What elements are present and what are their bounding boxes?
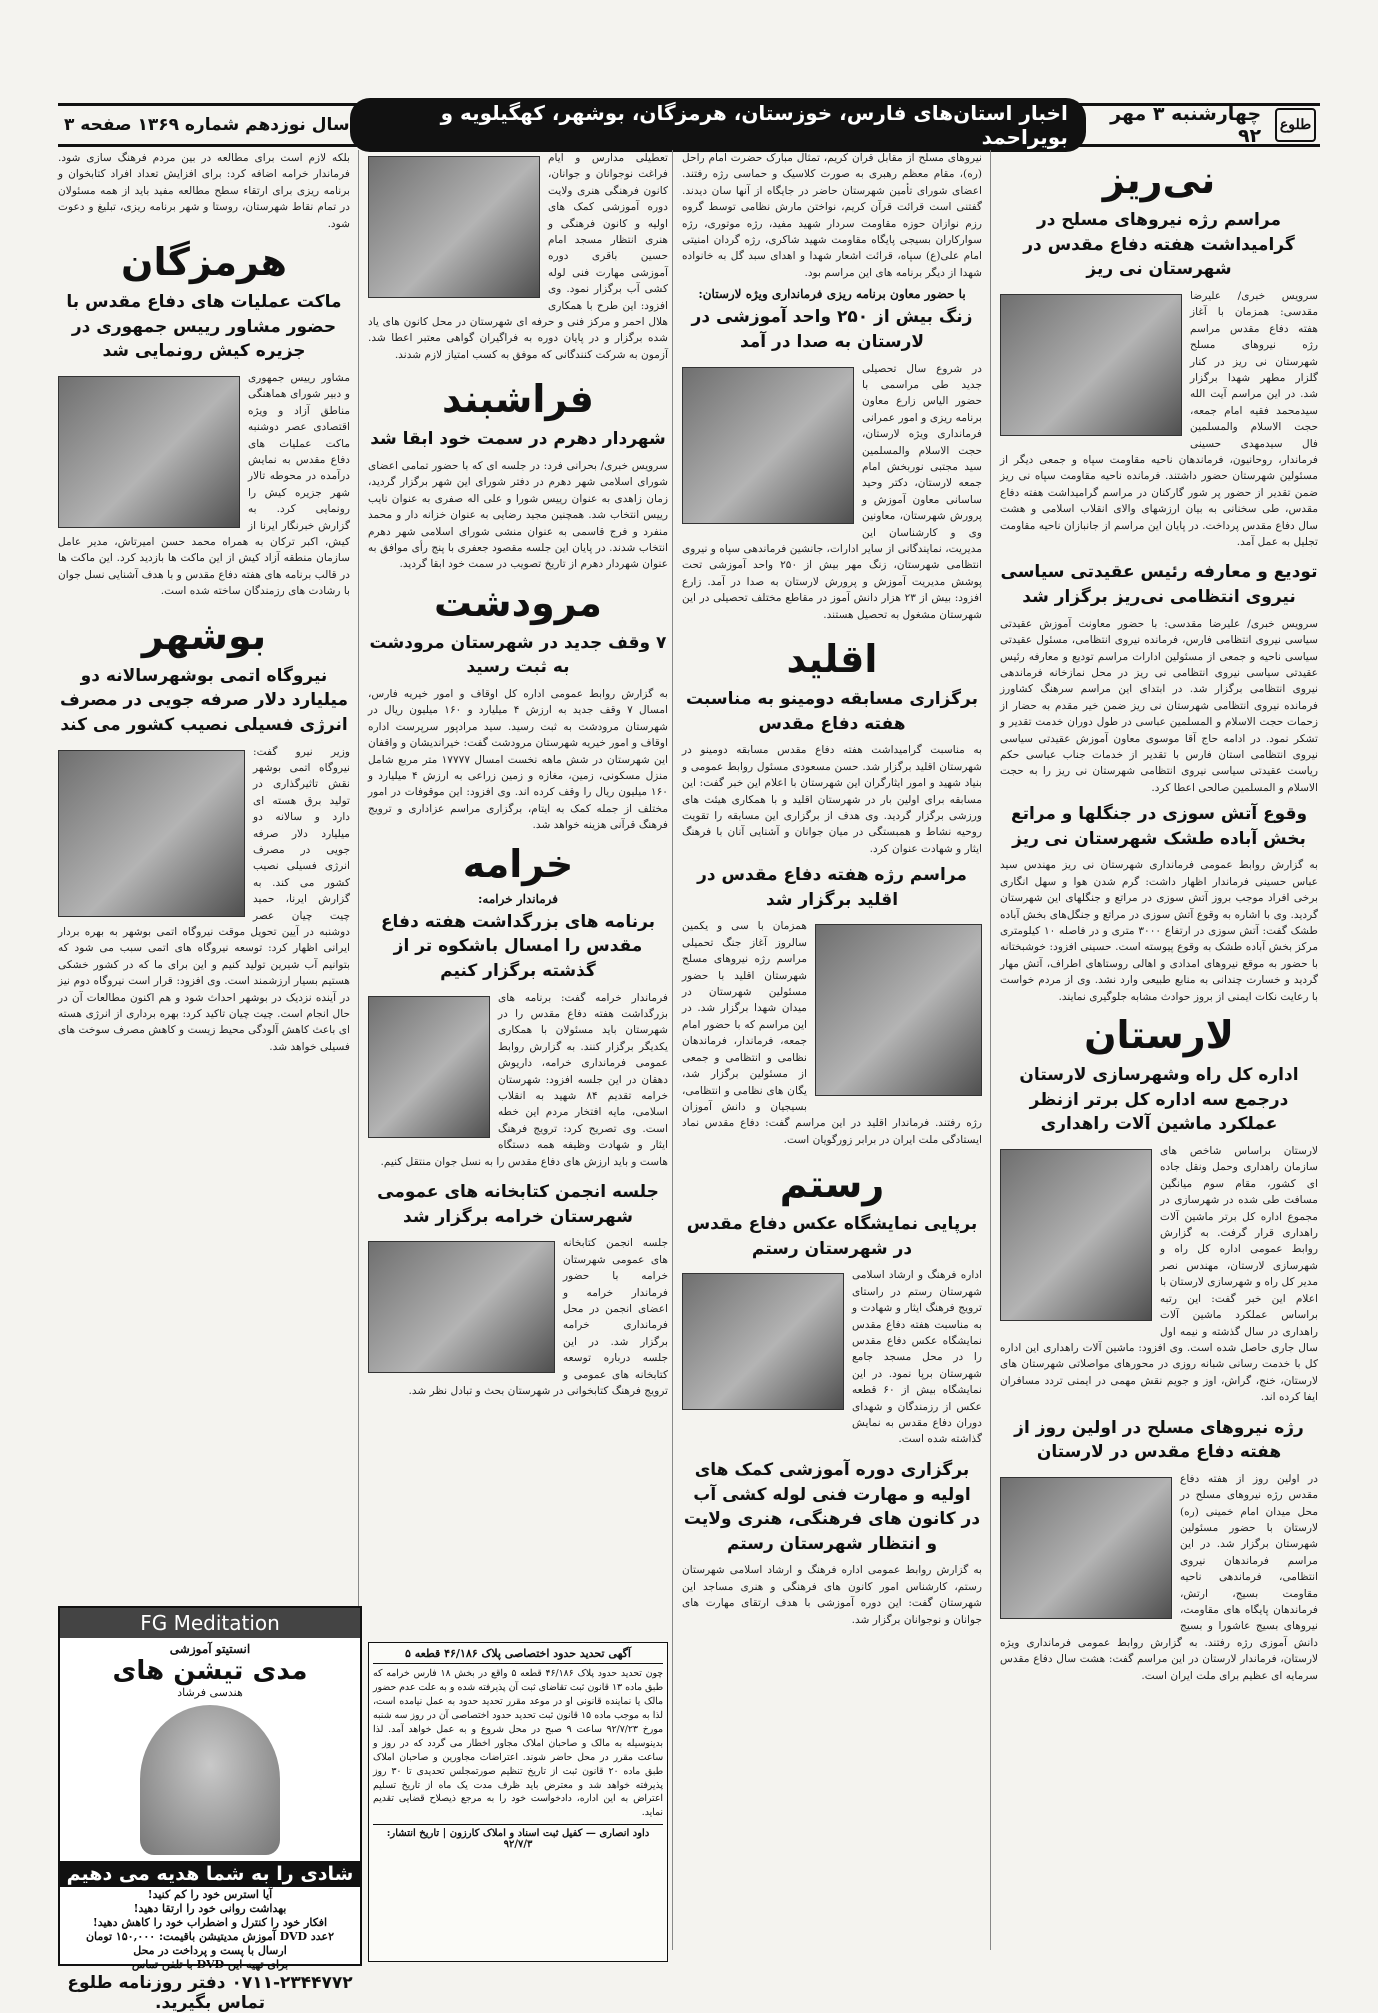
- section-title-larestan: لارستان: [1084, 1013, 1234, 1058]
- column-divider: [672, 150, 673, 1950]
- article-headline: رژه نیروهای مسلح در اولین روز از هفته دفاع مقدس در لارستان: [1014, 1417, 1304, 1463]
- article-headline: تودیع و معارفه رئیس عقیدتی سیاسی نیروی انتظامی نی‌ریز برگزار شد: [1000, 562, 1318, 608]
- article-body: بلکه لازم است برای مطالعه در بین مردم فرهنگ سازی شود. فرماندار خرامه اضافه کرد: برای افزایش تعداد افراد کتابخوان و برنامه ریزی برای ارتقاء سطح مطالعه مفید باید از همه مسئولان در تمام نقاط شهرستان، روستا و شهر برنامه ریزی، تبلیغ و دعوت شود.: [58, 152, 350, 230]
- article-body: اداره فرهنگ و ارشاد اسلامی شهرستان رستم در راستای ترویج فرهنگ ایثار و شهادت و به مناسبت هفته دفاع مقدس نمایشگاه عکس دفاع مقدس را در محل مسجد جامع شهرستان برپا نمود. در این نمایشگاه بیش از ۶۰ قطعه عکس از رزمندگان و شهدای دوران دفاع مقدس به نمایش گذاشته شده است.: [852, 1269, 982, 1446]
- ad-line: ارسال با پست و پرداخت در محل: [133, 1944, 287, 1957]
- article-kicker: فرماندار خرامه:: [477, 891, 559, 906]
- parade-photo: [1000, 1477, 1172, 1619]
- article-headline: زنگ بیش از ۲۵۰ واحد آموزشی در لارستان به صدا در آمد: [691, 307, 973, 352]
- meditation-advertisement: [58, 1606, 362, 2013]
- article-body: مشاور رییس جمهوری و دبیر شورای هماهنگی مناطق آزاد و ویژه اقتصادی عصر دوشنبه ماکت عملیات های دفاع مقدس به نمایش درآمده در محوطه تالار شهر جزیره کیش را رونمایی کرد. به گزارش خبرنگار ایرنا از کیش، اکبر ترکان به همراه محمد حسن امیرتاش، مدیر عامل سازمان منطقه آزاد کیش از این ماکت ها بازدید کرد. این ماکت ها در قالب برنامه های هفته دفاع مقدس و با هدف آشنایی نسل جوان با رشادت های رزمندگان ساخته شده است.: [58, 371, 350, 598]
- section-title-hormozgan: هرمزگان: [121, 240, 287, 285]
- article-headline: برگزاری دوره آموزشی کمک های اولیه و مهارت فنی لوله کشی آب در کانون های فرهنگی، هنری ولایت و انتظار شهرستان رستم: [683, 1459, 981, 1554]
- section-banner: اخبار استان‌های فارس، خوزستان، هرمزگان، بوشهر، کهگیلویه و بویراحمد: [350, 98, 1086, 152]
- notice-body: چون تحدید حدود پلاک ۴۶/۱۸۶ قطعه ۵ واقع در بخش ۱۸ فارس خرامه که طبق ماده ۱۳ قانون ثبت تقاضای ثبت آن پذیرفته شده و به علت عدم حضور مالک یا نماینده قانونی او در موعد مقرر تحدید حدود به عمل نیامده است، لذا به موجب ماده ۱۵ قانون ثبت تحدید حدود اختصاصی آن در روز سه شنبه مورخ ۹۲/۷/۲۳ ساعت ۹ صبح در محل شروع و به عمل خواهد آمد. لذا بدینوسیله به مالک و صاحبان املاک مجاور اخطار می گردد که در روز و ساعت مقرر در محل حاضر شوند. اعتراضات مجاورین و صاحبان املاک طبق ماده ۲۰ قانون ثبت از تاریخ تنظیم صورتمجلس تحدیدی تا ۳۰ روز پذیرفته خواهد شد و معترض باید ظرف مدت یک ماه از تاریخ تسلیم اعتراض به این اداره، دادخواست خود را به مرجع ذیصلاح قضایی تقدیم نماید.: [373, 1668, 663, 1819]
- notice-title: آگهی تحدید حدود اختصاصی پلاک ۴۶/۱۸۶ قطعه ۵: [373, 1647, 663, 1664]
- header-right: [1086, 103, 1320, 147]
- article-body: سرویس خبری/ بحرانی فرد: در جلسه ای که با حضور تمامی اعضای شورای اسلامی شهر دهرم در دفتر شورای این شهر برگزار گردید، زمان زاهدی به عنوان رییس شورا و علی اله صفری به عنوان نایب رییس انتخاب شد. همچنین مجید رضایی به عنوان خزانه دار و محمد منفرد و فرج قاسمی به عنوان منشی شورای اسلامی شهر دهرم انتخاب شدند. در پایان این جلسه مقصود جعفری با پنج رأی موافق به عنوان شهردار دهرم از تاریخ تصویب در سمت خود ابقا گردید.: [368, 459, 668, 571]
- notice-signature: داود انصاری — کفیل ثبت اسناد و املاک کارزون | تاریخ انتشار: ۹۲/۷/۳: [373, 1824, 663, 1850]
- article-body: لارستان براساس شاخص های سازمان راهداری وحمل ونقل جاده ای کشور، مقام سوم میانگین مسافت طی شده در شهرسازی در مجموع اداره کل برتر ماشین آلات راهداری قرار گرفت. به گزارش روابط عمومی اداره کل راه و شهرسازی لارستان، مهندس نصر مدیر کل راه و شهرسازی لارستان با اعلام این خبر گفت: این رتبه براساس عملکرد ماشین آلات راهداری در سال گذشته و نیمه اول سال جاری حاصل شده است. وی افزود: ماشین آلات راهداری این اداره کل با خدمت رسانی شبانه روزی در محورهای مواصلاتی شهرستان های لارستان، خنج، گراش، اوز و جویم نقش مهمی در ایمنی تردد مسافران ایفا کرده اند.: [1000, 1145, 1318, 1404]
- article-body: به مناسبت گرامیداشت هفته دفاع مقدس مسابقه دومینو در شهرستان اقلید برگزار شد. حسن مسعودی مسئول روابط عمومی و بنیاد شهید و امور ایثارگران این شهرستان با اعلام این خبر گفت: این مسابقه برای اولین بار در شهرستان اقلید و با همکاری هیئت های ورزشی برگزار گردید. وی هدف از برگزاری این مسابقه را تقویت روحیه نشاط و همبستگی در میان جوانان و آشنایی آنان با فرهنگ ایثار و شهادت عنوان کرد.: [682, 744, 982, 855]
- parade-photo: [815, 924, 982, 1096]
- ad-subtitle: انستیتو آموزشی: [169, 1642, 251, 1656]
- article-body: در اولین روز از هفته دفاع مقدس رژه نیروهای مسلح در محل میدان امام خمینی (ره) لارستان با حضور مسئولین شهرستان برگزار شد. در این مراسم فرماندهان نیروی انتظامی، فرماندهی ناحیه مقاومت بسیج، ارتش، فرماندهان پایگاه های مقاومت، نیروهای بسیج عاشورا و بسیج دانش آموزی رژه رفتند. به گزارش روابط عمومی فرمانداری ویژه لارستان، فرماندار لارستان در این مراسم گفت: هشت سال دفاع مقدس سرمایه ای عظیم برای ملت ایران است.: [1000, 1472, 1318, 1682]
- legal-notice: [368, 1642, 668, 1962]
- meditation-figure-image: [140, 1705, 280, 1855]
- column-3: [368, 150, 668, 1630]
- ad-line: ۲عدد DVD آموزش مدیتیشن باقیمت: ۱۵۰,۰۰۰ تومان: [85, 1930, 335, 1943]
- column-divider: [990, 150, 991, 1950]
- article-headline: مراسم رژه هفته دفاع مقدس در اقلید برگزار شد: [697, 865, 967, 910]
- minister-speech-photo: [58, 750, 245, 917]
- section-title-rostam: رستم: [779, 1162, 885, 1207]
- article-body: همزمان با سی و یکمین سالروز آغاز جنگ تحمیلی مراسم رژه نیروهای مسلح شهرستان اقلید با حضور مسئولین شهرستان در میدان شهدا برگزار شد. در این مراسم که با حضور امام جمعه، فرماندار، فرماندهان نظامی و انتظامی و جمعی از مسئولین برگزار شد، یگان های نظامی و انتظامی، بسیجیان و دانش آموزان رژه رفتند. فرماندار اقلید در این مراسم گفت: دفاع مقدس نماد ایستادگی ملت ایران در برابر زورگویان است.: [682, 920, 982, 1146]
- article-body: نیروهای مسلح از مقابل قرآن کریم، تمثال مبارک حضرت امام راحل (ره)، مقام معظم رهبری به صورت کلاسیک و حماسی رژه رفتند. اعضای شورای تأمین شهرستان حاضر در جایگاه از آنها سان دیدند. گفتنی است قرائت قرآن کریم، نواختن مارش نظامی توسط گروه رزم نوازان حوزه مقاومت سردار شهید مفید، رژه موتوری، رژه سوارکاران بسیجی پایگاه مقاومت شهید شاکری، رژه گردان امنیتی امام علی(ع) سپاه، قرائت اشعار شهدا و اهدای سبد گل به خانواده شهدا از دیگر برنامه های این مراسم بود.: [682, 152, 982, 279]
- column-1: [1000, 150, 1318, 1960]
- article-headline: ماکت عملیات های دفاع مقدس با حضور مشاور رییس جمهوری در جزیره کیش رونمایی شد: [66, 292, 342, 362]
- kish-event-photo: [58, 376, 240, 528]
- article-kicker: با حضور معاون برنامه ریزی فرمانداری ویژه لارستان:: [698, 287, 966, 302]
- article-body: فرماندار خرامه گفت: برنامه های بزرگداشت هفته دفاع مقدس را در شهرستان باید مسئولان با همکاری یکدیگر برگزار کنند. به گزارش روابط عمومی فرمانداری خرامه، داریوش دهقان در این جلسه افزود: شهرستان خرامه تقدیم ۸۴ شهید به انقلاب اسلامی، مایه افتخار مردم این خطه است. وی تصریح کرد: ترویج فرهنگ ایثار و شهادت وظیفه همه دستگاه هاست و باید ارزش های دفاع مقدس را به نسل جوان منتقل کنیم.: [380, 991, 669, 1168]
- page-header: [58, 103, 1320, 147]
- ad-line: آیا استرس خود را کم کنید!: [147, 1888, 273, 1901]
- article-headline: برپایی نمایشگاه عکس دفاع مقدس در شهرستان رستم: [686, 1214, 978, 1259]
- article-headline: ۷ وقف جدید در شهرستان مرودشت به ثبت رسید: [369, 632, 667, 678]
- article-body: به گزارش روابط عمومی اداره کل اوقاف و امور خیریه فارس، امسال ۷ وقف جدید به ارزش ۴ میلیارد و ۱۶۰ میلیون ریال در شهرستان مرودشت به ثبت رسید. سید مرادپور سرپرست اداره اوقاف و امور خیریه شهرستان مرودشت گفت: خیراندیشان و واقفان این شهرستان در شش ماهه نخست امسال ۱۷۷۷۷ متر مربع شامل منزل مسکونی، زمین، مغازه و زمین زراعی به ارزش ۴ میلیارد و ۱۶۰ میلیون ریال را وقف کرده اند. وی افزود: این موقوفات در امور مختلف از جمله کمک به ایتام، برگزاری مراسم عزاداری و ترویج فرهنگ قرآنی هزینه خواهد شد.: [368, 688, 668, 832]
- ad-phone: ۰۷۱۱-۲۳۴۴۷۷۲ دفتر روزنامه طلوع تماس بگیرید.: [67, 1973, 353, 2013]
- column-2: [682, 150, 982, 1960]
- issue-info: سال نوزدهم شماره ۱۳۶۹ صفحه ۳: [64, 115, 350, 135]
- article-body: سرویس خبری/ علیرضا مقدسی: با حضور معاونت آموزش عقیدتی سیاسی نیروی انتظامی فارس، فرمانده نیروی انتظامی، مسئول عقیدتی سیاسی ناحیه و جمعی از مسئولین ادارات مراسم تودیع و معارفه رئیس عقیدتی سیاسی نیروی انتظامی نی ریز در محل نمازخانه فرماندهی نیروی انتظامی برگزار شد. در ابتدای این مراسم سرهنگ کشاورز فرمانده نیروی انتظامی شهرستان نی ریز ضمن خیر مقدم به حضار از زحمات حجت الاسلام و المسلمین عباسی در طول دوران خدمت تقدیر و تشکر نمود. در ادامه حاج آقا موسوی معاون آموزش عقیدتی سیاسی نیروی انتظامی استان فارس با تقدیر از خدمات جناب عباسی حکم ریاست عقیدتی سیاسی نیروی انتظامی شهرستان نی ریز را به حجت الاسلام و المسلمین صالحی اعطا کرد.: [1000, 617, 1318, 794]
- article-headline: نیروگاه اتمی بوشهرسالانه دو میلیارد دلار صرفه جویی در مصرف انرژی فسیلی نصیب کشور می کند: [59, 665, 349, 735]
- article-headline: شهردار دهرم در سمت خود ابقا شد: [370, 429, 666, 450]
- section-title-neyriz: نی‌ریز: [1102, 158, 1216, 202]
- ad-slogan: شادی را به شما هدیه می دهیم: [60, 1861, 360, 1887]
- issue-date: چهارشنبه ۳ مهر ۹۲: [1110, 103, 1262, 147]
- parade-photo: [1000, 294, 1182, 436]
- section-title-marvdasht: مرودشت: [434, 580, 602, 625]
- article-headline: جلسه انجمن کتابخانه های عمومی شهرستان خرامه برگزار شد: [377, 1182, 659, 1227]
- article-body: سرویس خبری/ علیرضا مقدسی: همزمان با آغاز هفته دفاع مقدس مراسم رژه نیروهای مسلح شهرستان نی ریز در کنار گلزار مطهر شهدا برگزار شد. در این مراسم آیت الله سیدمحمد فقیه امام جمعه، حجت الاسلام والمسلمین فال سیدمهدی حسینی فرماندار، روحانیون، فرماندهان ناحیه مقاومت سپاه و جمعی دیگر از مسئولین شهرستان حضور داشتند. فرمانده ناحیه مقاومت سپاه نی ریز ضمن تقدیر از حضور پر شور گارکنان در مراسم گرامیداشت هفته دفاع مقدس، طی سخنانی به بیان ارزشهای والای انقلاب اسلامی و هشت سال دفاع مقدس پرداخت. در پایان این مراسم از جانبازان ناحیه مقاومت تجلیل به عمل آمد.: [1000, 289, 1318, 549]
- ad-line: برای تهیه این DVD با تلفن تماس: [131, 1958, 289, 1971]
- ad-line: افکار خود را کنترل و اضطراب خود را کاهش دهید!: [92, 1916, 328, 1929]
- column-4: [58, 150, 350, 1590]
- article-body: جلسه انجمن کتابخانه های عمومی شهرستان خرامه با حضور فرماندار خرامه و اعضای انجمن در محل فرمانداری خرامه برگزار شد. در این جلسه درباره توسعه کتابخانه های عمومی و ترویج فرهنگ کتابخوانی در شهرستان بحث و تبادل نظر شد.: [408, 1237, 668, 1398]
- article-headline: مراسم رژه نیروهای مسلح در گرامیداشت هفته دفاع مقدس در شهرستان نی ریز: [1023, 210, 1295, 280]
- ad-title: مدی تیشن های: [112, 1656, 308, 1686]
- section-title-bushehr: بوشهر: [141, 613, 267, 658]
- article-body: در شروع سال تحصیلی جدید طی مراسمی با حضور الیاس زارع معاون برنامه ریزی و امور عمرانی فرمانداری ویژه لارستان، حجت الاسلام والمسلمین سید مجتبی نوربخش امام جمعه لارستان، دکتر وحید ساسانی معاون آموزش و پرورش شهرستان، معاونین وی و کارشناسان این مدیریت، نمایندگانی از سایر ادارات، جانشین فرماندهی سپاه و نیروی انتظامی شهرستان، زنگ مهر بیش از ۲۵۰ واحد آموزشی تحت پوشش مدیریت آموزش و پرورش لارستان به صدا در آمد. زارع افزود: بیش از ۲۳ هزار دانش آموز در مقاطع مختلف تحصیلی در این شهرستان مشغول به تحصیل هستند.: [682, 362, 982, 621]
- article-body: تعطیلی مدارس و ایام فراغت نوجوانان و جوانان، کانون فرهنگی هنری ولایت دوره آموزشی کمک های اولیه و کانون فرهنگی و هنری انتظار مسجد امام حسین باقری دوره آموزشی مهارت فنی لوله کشی آب برگزار نمود. وی افزود: این طرح با همکاری هلال احمر و مرکز فنی و حرفه ای شهرستان در محل کانون های یاد شده برگزار و در پایان دوره به فراگیران گواهی معتبر اعطا شد. آزمون به شرکت کنندگانی که موفق به کسب امتیاز لازم شدند.: [368, 152, 668, 361]
- article-headline: وقوع آتش سوزی در جنگلها و مراتع بخش آباده طشک شهرستان نی ریز: [1010, 804, 1308, 849]
- classroom-photo: [368, 156, 540, 298]
- section-title-farashband: فراشبند: [442, 377, 594, 422]
- newspaper-logo: طلوع: [1275, 108, 1316, 142]
- article-headline: اداره کل راه وشهرسازی لارستان درجمع سه اداره کل برتر ازنظر عملکرد ماشین آلات راهداری: [1019, 1065, 1299, 1135]
- article-body: به گزارش روابط عمومی اداره فرهنگ و ارشاد اسلامی شهرستان رستم، کارشناس امور کانون های فرهنگی و هنری مساجد این شهرستان گفت: این دوره آموزشی با هدف ارتقای مهارت های جوانان و نوجوانان برگزار شد.: [682, 1564, 982, 1626]
- article-headline: برگزاری مسابقه دومینو به مناسبت هفته دفاع مقدس: [686, 689, 978, 734]
- meeting-photo: [368, 1241, 555, 1373]
- article-body: به گزارش روابط عمومی فرمانداری شهرستان نی ریز مهندس سید عباس حسینی فرماندار اظهار داشت: گرم شدن هوا و سهل انگاری برخی افراد موجب بروز آتش سوزی در مراتع و جنگلهای این شهرستان گردید. وی با اشاره به وقوع آتش سوزی در مراتع و جنگل‌های بخش آباده طشک گفت: آتش سوزی در ارتفاع ۳۰۰۰ متری و در فاصله ۱۰ کیلومتری مرکز بخش آباده طشک به وقوع پیوسته است. حسینی افزود: خوشبختانه با حضور به موقع نیروهای امدادی و اهالی روستاهای اطراف، آتش مهار گردید و خسارت چندانی به منابع طبیعی وارد نشد. وی از مردم خواست با رعایت نکات ایمنی از بروز حوادث مشابه جلوگیری نمایند.: [1000, 859, 1318, 1003]
- article-headline: برنامه های بزرگداشت هفته دفاع مقدس را امسال باشکوه تر از گذشته برگزار کنیم: [380, 911, 656, 981]
- section-title-kharameh: خرامه: [462, 841, 574, 886]
- ad-line: بهداشت روانی خود را ارتقا دهید!: [133, 1902, 287, 1915]
- governor-portrait-photo: [368, 996, 490, 1138]
- ad-teacher: هندسی فرشاد: [177, 1686, 243, 1699]
- ad-brand: FG Meditation: [60, 1608, 360, 1638]
- section-title-eqlid: اقلید: [786, 637, 878, 682]
- ceremony-photo: [682, 367, 854, 524]
- article-body: وزیر نیرو گفت: نیروگاه اتمی بوشهر نقش تاثیرگذاری در تولید برق هسته ای دارد و سالانه دو میلیارد دلار صرفه جویی در مصرف انرژی فسیلی نصیب کشور می کند. به گزارش ایرنا، حمید چیت چیان عصر دوشنبه در آیین تحویل موقت نیروگاه اتمی بوشهر به بهره بردار ایرانی اظهار کرد: توسعه نیروگاه های اتمی سبب می شود که بتوانیم آب شیرین تولید کنیم و این برای ما که در کشور خشکی هستیم بسیار ارزشمند است. وی افزود: قرار است نیروگاه دوم نیز در آینده نزدیک در بوشهر احداث شود و هم اکنون مطالعات آن در حال انجام است. چیت چیان تاکید کرد: بهره برداری از انرژی هسته ای باعث کاهش آلودگی محیط زیست و کاهش مصرف سوخت های فسیلی خواهد شد.: [58, 745, 350, 1053]
- official-portrait-photo: [1000, 1149, 1152, 1321]
- exhibition-photo: [682, 1273, 844, 1410]
